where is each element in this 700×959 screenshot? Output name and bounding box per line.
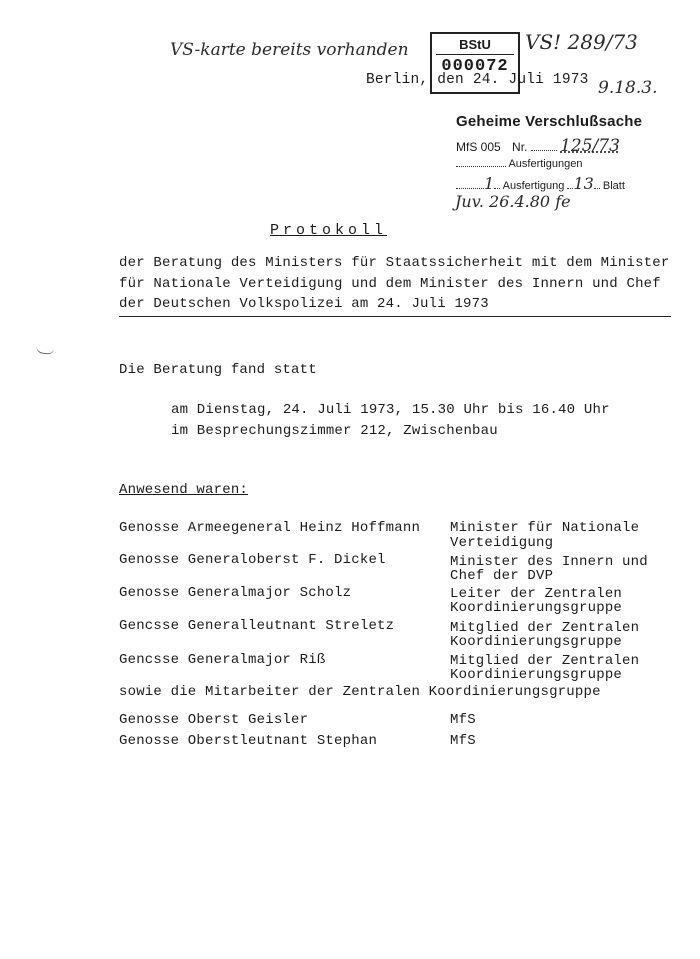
place-date: Berlin, den 24. Juli 1973 [366, 72, 589, 88]
classification-title: Geheime Verschlußsache [456, 113, 643, 130]
staff-name: Genosse Oberstleutnant Stephan [119, 733, 378, 749]
classification-reference [456, 136, 620, 156]
attendee-role: Koordinierungsgruppe [450, 634, 623, 650]
handwritten-classification-number: 125/73 [560, 136, 620, 156]
attendee-role: Mitglied der Zentralen [450, 620, 640, 636]
reference-prefix: MfS 005 [456, 140, 501, 154]
stamp-label: BStU [459, 37, 491, 52]
attendee-name: Genosse Generaloberst F. Dickel [119, 552, 386, 568]
sheet-label: Blatt [602, 180, 625, 192]
handwritten-signature: Juv. 26.4.80 fe [455, 192, 571, 211]
handwritten-registration-number: VS! 289/73 [525, 30, 638, 54]
copies-line [456, 158, 582, 170]
subtitle-line-3: der Deutschen Volkspolizei am 24. Juli 1973 [119, 296, 489, 312]
attendee-role: Mitglied der Zentralen [450, 653, 640, 669]
title-rule [119, 316, 671, 317]
meeting-room: im Besprechungszimmer 212, Zwischenbau [171, 423, 498, 439]
handwritten-copy-number: 1 [484, 174, 495, 193]
handwritten-side-number: 9.18.3. [598, 78, 658, 98]
stamp-number: 000072 [441, 57, 509, 76]
attendee-name: Gencsse Generalleutnant Streletz [119, 618, 395, 634]
attendee-role: Leiter der Zentralen [450, 586, 623, 602]
subtitle-line-1: der Beratung des Ministers für Staatssicherheit mit dem Minister [119, 255, 670, 271]
meeting-intro: Die Beratung fand statt [119, 362, 317, 378]
document-title: Protokoll [270, 222, 388, 239]
meeting-time: am Dienstag, 24. Juli 1973, 15.30 Uhr bis 16.40 Uhr [171, 402, 610, 418]
attendee-role: Koordinierungsgruppe [450, 667, 623, 683]
attendee-name: Genosse Armeegeneral Heinz Hoffmann [119, 520, 421, 536]
staff-intro: sowie die Mitarbeiter der Zentralen Koordinierungsgruppe [119, 684, 601, 700]
staff-role: MfS [450, 733, 476, 749]
attendee-name: Genosse Generalmajor Scholz [119, 585, 352, 601]
copies-label: Ausfertigungen [508, 158, 583, 170]
margin-mark [36, 346, 55, 355]
handwritten-sheet-count: 13 [573, 174, 594, 193]
attendee-name: Gencsse Generalmajor Riß [119, 652, 326, 668]
attendees-heading: Anwesend waren: [119, 482, 249, 498]
attendee-role: Verteidigung [450, 535, 554, 551]
copy-line [456, 174, 625, 193]
attendee-role: Minister für Nationale [450, 520, 640, 536]
subtitle-line-2: für Nationale Verteidigung und dem Minister des Innern und Chef [119, 276, 661, 292]
attendee-role: Chef der DVP [450, 568, 554, 584]
attendee-role: Koordinierungsgruppe [450, 600, 623, 616]
staff-name: Genosse Oberst Geisler [119, 712, 309, 728]
number-label: Nr. [512, 140, 528, 154]
attendee-role: Minister des Innern und [450, 554, 648, 570]
staff-role: MfS [450, 712, 476, 728]
handwritten-note: VS-karte bereits vorhanden [170, 40, 409, 60]
copy-label: Ausfertigung [502, 180, 565, 192]
